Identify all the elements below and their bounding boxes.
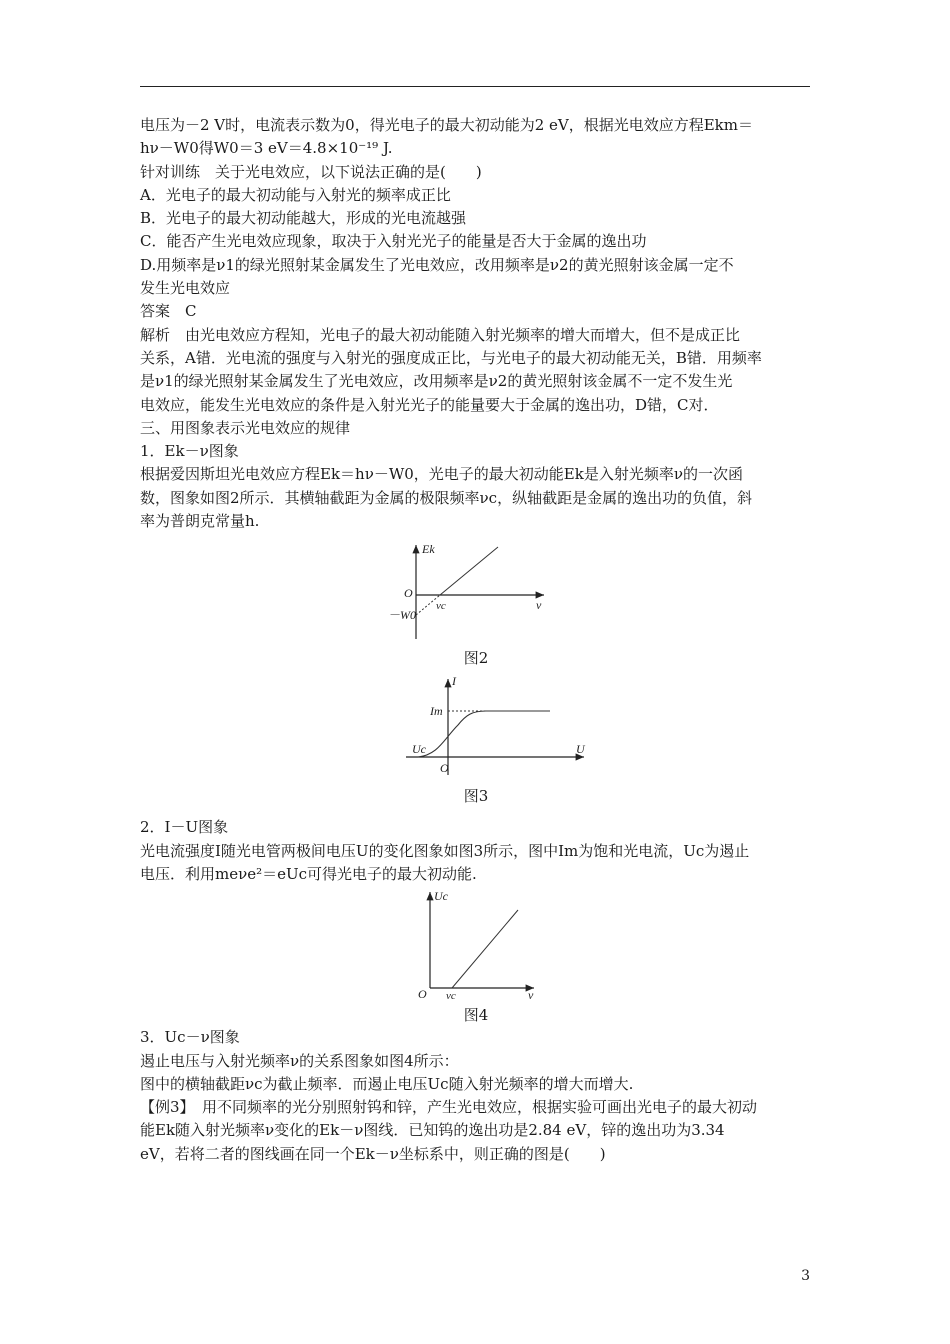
ek-line <box>440 547 498 595</box>
figure-4 <box>140 886 812 1026</box>
text-line: C．能否产生光电效应现象，取决于入射光光子的能量是否大于金属的逸出功 <box>140 232 647 251</box>
text-line: 电压．利用meνe²＝eUc可得光电子的最大初动能. <box>140 864 477 883</box>
text-line: A．光电子的最大初动能与入射光的频率成正比 <box>140 185 451 204</box>
text-line: eV，若将二者的图线画在同一个Ek－ν坐标系中，则正确的图是( ) <box>140 1144 606 1163</box>
page-content <box>140 114 812 1166</box>
section-heading: 三、用图象表示光电效应的规律 <box>140 418 351 437</box>
text-line: 率为普朗克常量h. <box>140 512 260 531</box>
x-axis-label: ν <box>536 598 542 613</box>
subsection-heading: 2．I－U图象 <box>140 818 229 837</box>
text-block-a <box>140 114 812 533</box>
y-axis-label: I <box>452 675 456 689</box>
y-axis-label: Uc <box>434 889 448 904</box>
origin-label: O <box>440 761 449 776</box>
figures-2-3 <box>140 533 812 816</box>
text-line: 遏止电压与入射光频率ν的关系图象如图4所示： <box>140 1051 459 1070</box>
text-line: 是ν1的绿光照射某金属发生了光电效应，改用频率是ν2的黄光照射该金属不一定不发生光 <box>140 372 733 391</box>
uc-line <box>452 910 518 988</box>
x-intercept-label: νc <box>446 990 456 1001</box>
y-intercept-label: －W0 <box>388 608 416 623</box>
text-line: 电压为－2 V时，电流表示数为0，得光电子的最大初动能为2 eV，根据光电效应方程Ekm＝ <box>140 116 753 134</box>
text-line: 电效应，能发生光电效应的条件是入射光光子的能量要大于金属的逸出功，D错，C对． <box>140 395 719 414</box>
x-intercept-label: νc <box>436 600 446 613</box>
text-line: hν－W0得W0＝3 eV＝4.8×10⁻¹⁹ J. <box>140 139 393 158</box>
figure-2-graph <box>376 541 546 641</box>
x-axis-label: ν <box>528 988 534 1001</box>
text-line: 发生光电效应 <box>140 279 231 298</box>
text-line: 能Ek随入射光频率ν变化的Ek－ν图线．已知钨的逸出功是2.84 eV，锌的逸出功为3.34 <box>140 1121 725 1140</box>
text-block-b <box>140 816 812 886</box>
text-line: 解析 由光电效应方程知，光电子的最大初动能随入射光频率的增大而增大，但不是成正比 <box>140 325 741 344</box>
figure-3-graph <box>404 675 594 785</box>
text-line: 关系，A错．光电流的强度与入射光的强度成正比，与光电子的最大初动能无关，B错．用频率 <box>140 348 762 367</box>
figure-4-graph <box>410 888 540 1000</box>
figure-4-caption: 图4 <box>463 1006 489 1025</box>
text-line: 光电流强度I随光电管两极间电压U的变化图象如图3所示，图中Im为饱和光电流，Uc为遏止 <box>140 841 750 860</box>
subsection-heading: 1．Ek－ν图象 <box>140 442 239 461</box>
saturation-label: Im <box>430 704 443 719</box>
text-line: D.用频率是ν1的绿光照射某金属发生了光电效应，改用频率是ν2的黄光照射该金属一定不 <box>140 255 734 274</box>
text-line: 针对训练 关于光电效应，以下说法正确的是( ) <box>140 162 482 181</box>
figure-3-caption: 图3 <box>463 787 489 806</box>
page-number: 3 <box>801 1268 810 1284</box>
origin-label: O <box>404 586 413 601</box>
origin-label: O <box>418 987 427 1001</box>
header-rule <box>140 86 810 87</box>
y-axis-label: Ek <box>422 542 435 557</box>
text-line: 数，图象如图2所示．其横轴截距为金属的极限频率νc，纵轴截距是金属的逸出功的负值，斜 <box>140 488 753 507</box>
text-block-c <box>140 1026 812 1166</box>
x-axis-label: U <box>576 742 585 757</box>
text-line: 图中的横轴截距νc为截止频率．而遏止电压Uc随入射光频率的增大而增大. <box>140 1074 634 1093</box>
text-line: 根据爱因斯坦光电效应方程Ek＝hν－W0，光电子的最大初动能Ek是入射光频率ν的一次函 <box>140 465 743 484</box>
figure-2-caption: 图2 <box>463 649 489 668</box>
example-line: 【例3】 用不同频率的光分别照射钨和锌，产生光电效应，根据实验可画出光电子的最大初动 <box>140 1098 758 1117</box>
subsection-heading: 3．Uc－ν图象 <box>140 1028 240 1047</box>
stop-voltage-label: Uc <box>412 742 426 757</box>
answer-line: 答案 C <box>140 302 197 321</box>
text-line: B．光电子的最大初动能越大，形成的光电流越强 <box>140 209 467 228</box>
